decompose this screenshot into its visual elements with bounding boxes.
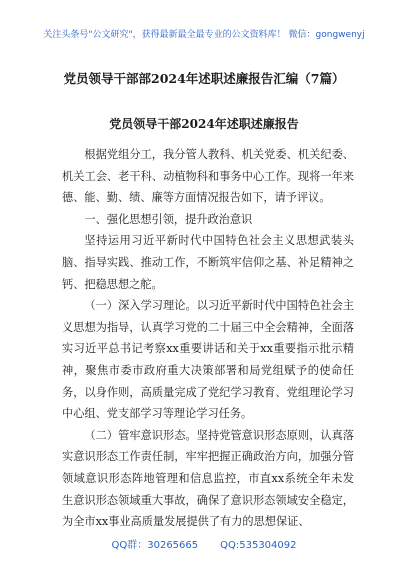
paragraph-section-lead: 坚持运用习近平新时代中国特色社会主义思想武装头脑、指导实践、推动工作，不断筑牢信仰之基、补足精神之钙、把稳思想之舵。 <box>62 234 354 291</box>
article-body <box>62 144 354 533</box>
paragraph-study-theory: （一）深入学习理论。以习近平新时代中国特色社会主义思想为指导，认真学习党的二十届三中全会精神，全面落实习近平总书记考察xx重要讲话和关于xx重要指示批示精神，聚焦市委市政府重大决策部署和局党组赋予的使命任务，以身作则，高质量完成了党纪学习教育、党组理论学习中心组、党支部学习等理论学习任务。 <box>62 299 354 421</box>
footer-contact <box>0 536 408 551</box>
section-heading: 一、强化思想引领，提升政治意识 <box>84 212 253 226</box>
paragraph-intro: 根据党组分工，我分管人教科、机关党委、机关纪委、机关工会、老干科、动植物科和事务中心工作。现将一年来德、能、勤、绩、廉等方面情况报告如下，请予评议。 <box>62 148 354 205</box>
promo-banner: 关注头条号"公文研究"，获得最新最全最专业的公文资料库！ 微信：gongwenyj <box>43 30 365 40</box>
article-title: 党员领导干部2024年述职述廉报告 <box>109 117 299 131</box>
qq-group-text: QQ群：30265665 <box>111 540 199 551</box>
document-title: 党员领导干部部2024年述职述廉报告汇编（7篇） <box>63 71 345 86</box>
qq-number-text: QQ:535304092 <box>220 540 297 551</box>
paragraph-ideology: （二）管牢意识形态。坚持党管意识形态原则，认真落实意识形态工作责任制，牢牢把握正确政治方向，加强分管领域意识形态阵地管理和信息监控，市直xx系统全年未发生意识形态领域重大事故，确保了意识形态领域安全稳定，为全市xx事业高质量发展提供了有力的思想保证、 <box>62 428 354 529</box>
